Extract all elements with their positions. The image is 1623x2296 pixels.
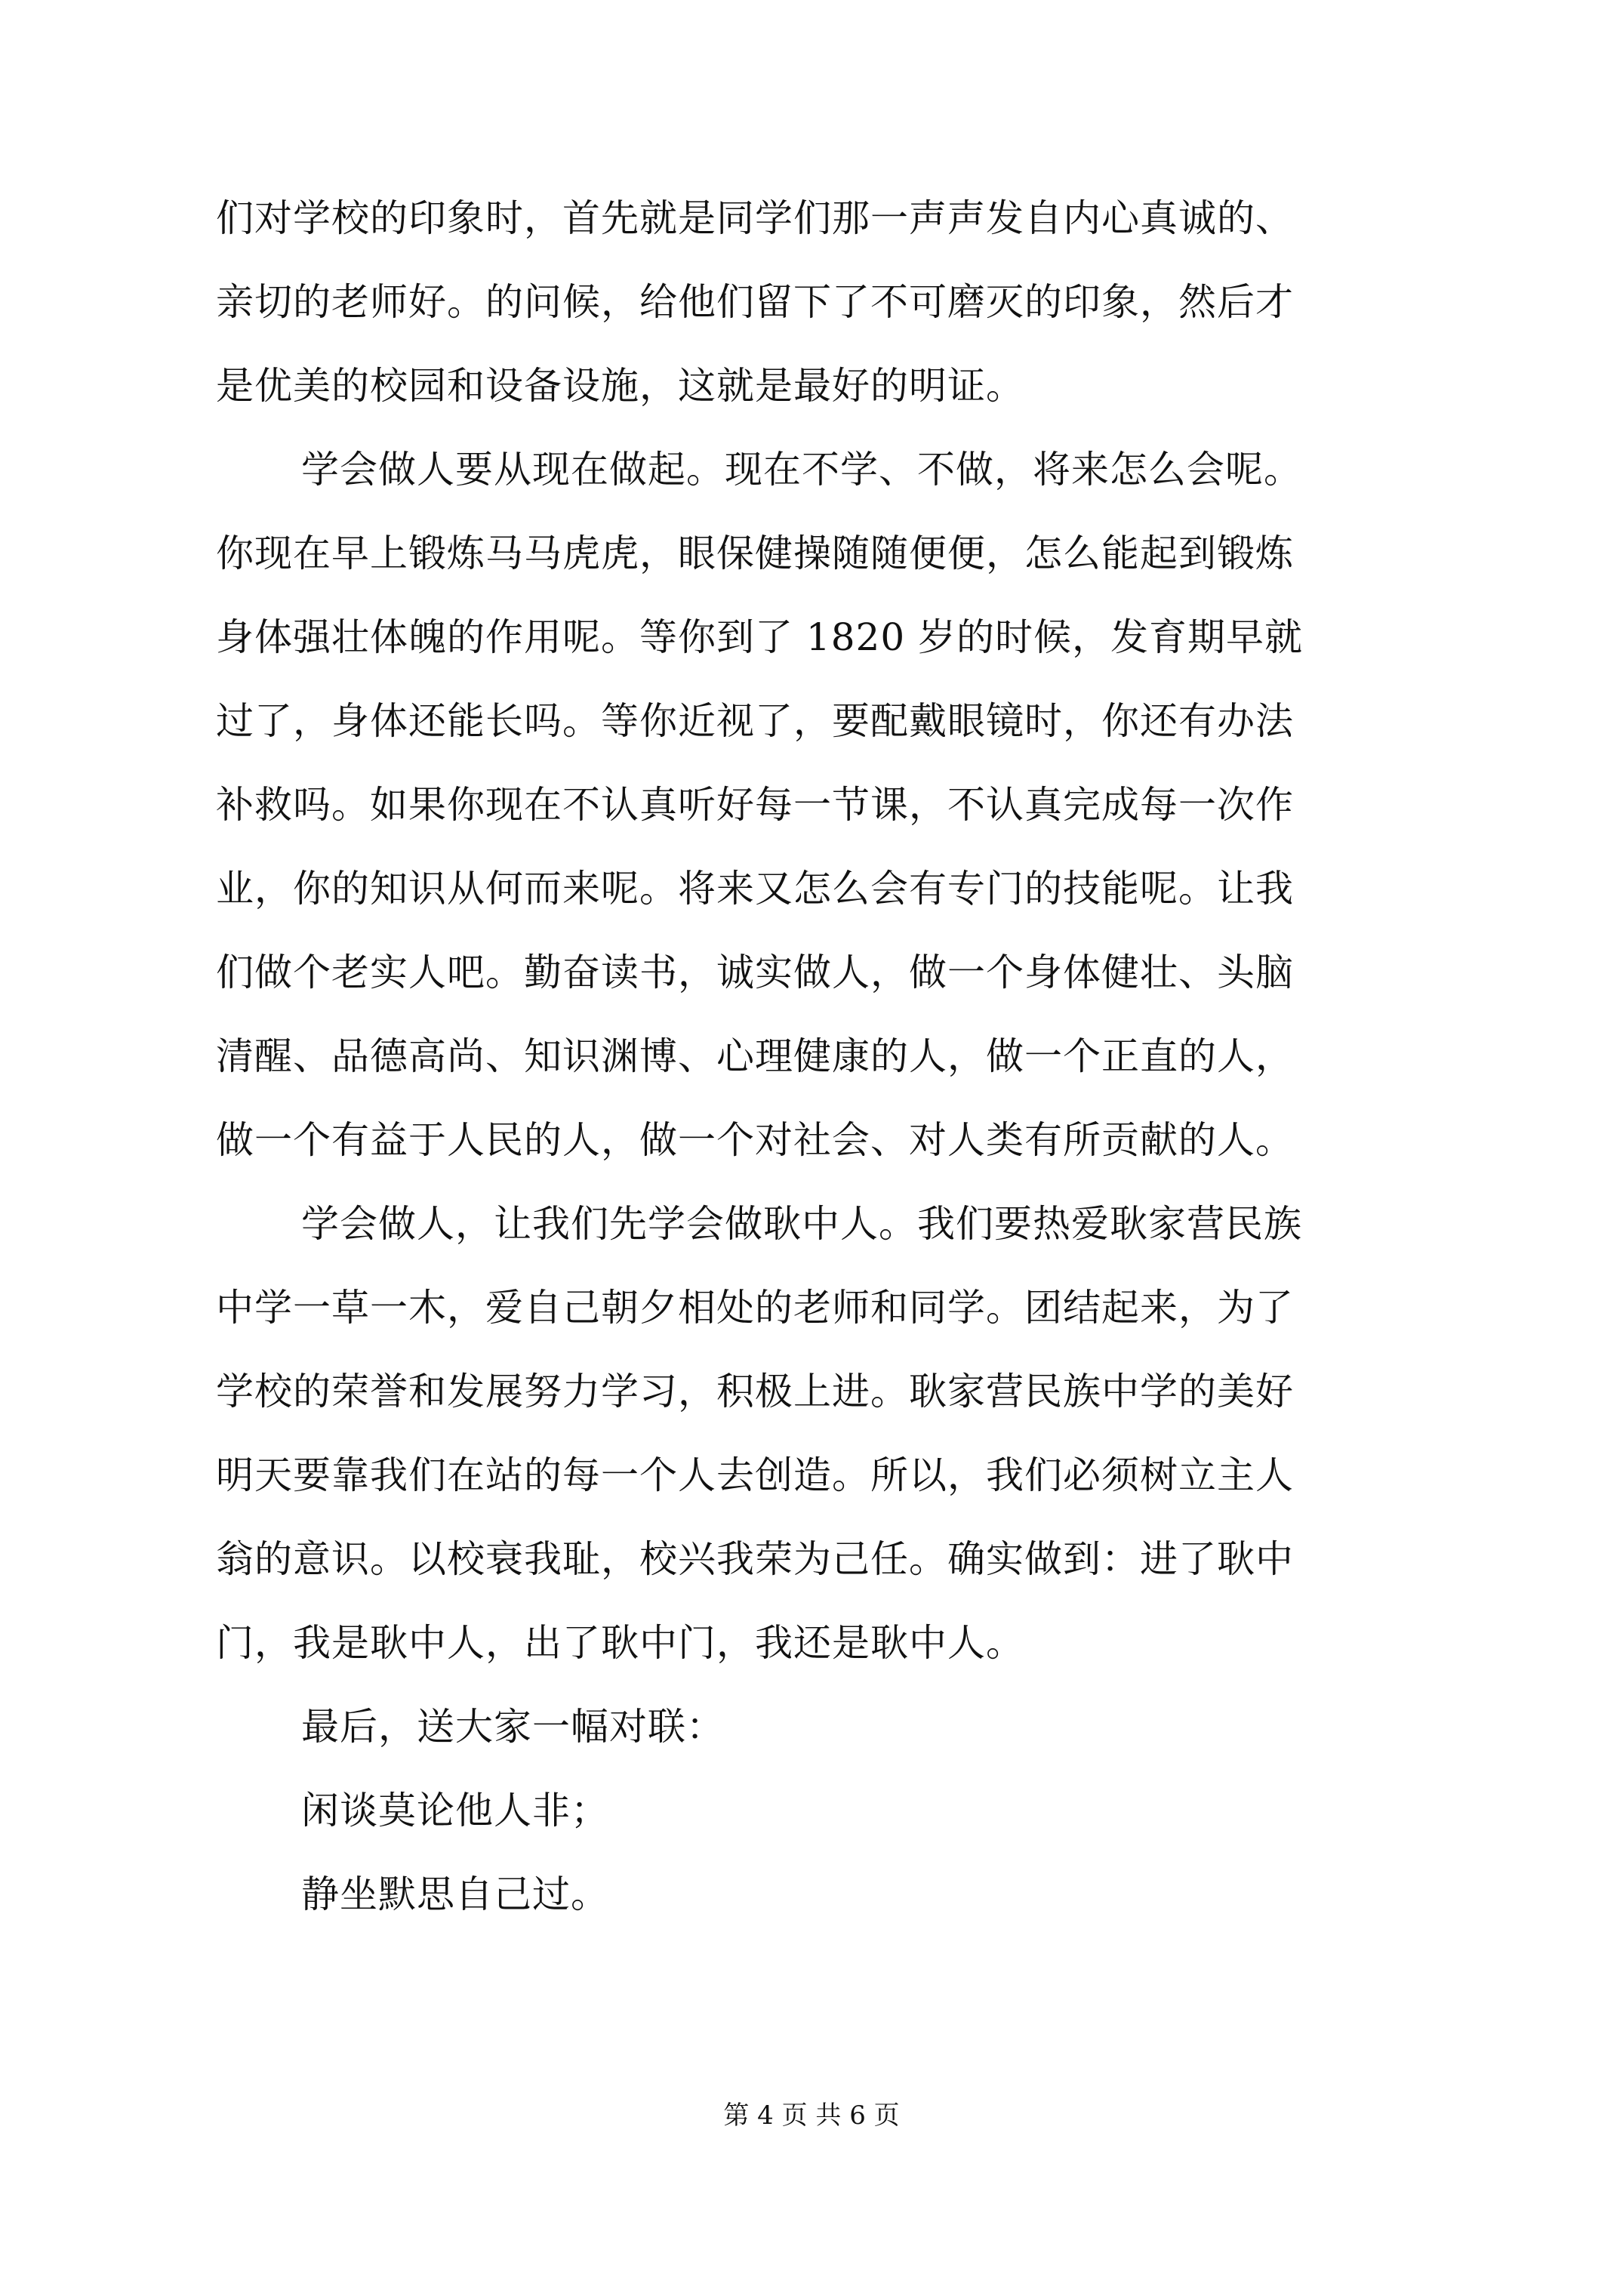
text-line: 明天要靠我们在站的每一个人去创造。所以，我们必须树立主人 [216, 1453, 1294, 1497]
text-line: 身体强壮体魄的作用呢。等你到了 1820 岁的时候，发育期早就 [216, 615, 1304, 659]
paragraph-first-line: 学会做人要从现在做起。现在不学、不做，将来怎么会呢。 [301, 448, 1302, 492]
text-line: 你现在早上锻炼马马虎虎，眼保健操随随便便，怎么能起到锻炼 [216, 532, 1294, 575]
paragraph-first-line: 最后，送大家一幅对联： [301, 1705, 725, 1749]
text-line: 中学一草一木，爱自己朝夕相处的老师和同学。团结起来，为了 [216, 1286, 1294, 1330]
document-body [216, 177, 1424, 1937]
text-line: 业，你的知识从何而来呢。将来又怎么会有专门的技能呢。让我 [216, 867, 1294, 911]
text-line: 们做个老实人吧。勤奋读书，诚实做人，做一个身体健壮、头脑 [216, 951, 1294, 994]
text-line: 学校的荣誉和发展努力学习，积极上进。耿家营民族中学的美好 [216, 1370, 1294, 1413]
couplet-line: 闲谈莫论他人非； [301, 1789, 609, 1832]
text-line: 亲切的老师好。的问候，给他们留下了不可磨灭的印象，然后才 [216, 280, 1294, 324]
text-line: 是优美的校园和设备设施，这就是最好的明证。 [216, 364, 1024, 408]
text-line: 们对学校的印象时，首先就是同学们那一声声发自内心真诚的、 [216, 196, 1294, 240]
text-line: 做一个有益于人民的人，做一个对社会、对人类有所贡献的人。 [216, 1118, 1294, 1162]
paragraph-first-line: 学会做人，让我们先学会做耿中人。我们要热爱耿家营民族 [301, 1202, 1302, 1246]
text-line: 清醒、品德高尚、知识渊博、心理健康的人，做一个正直的人， [216, 1034, 1294, 1078]
text-line: 门，我是耿中人，出了耿中门，我还是耿中人。 [216, 1621, 1024, 1665]
page-number-footer: 第 4 页 共 6 页 [723, 2100, 900, 2131]
text-line: 过了，身体还能长吗。等你近视了，要配戴眼镜时，你还有办法 [216, 699, 1294, 743]
text-line: 翁的意识。以校衰我耻，校兴我荣为己任。确实做到：进了耿中 [216, 1537, 1294, 1581]
text-line: 补救吗。如果你现在不认真听好每一节课，不认真完成每一次作 [216, 783, 1294, 827]
couplet-line: 静坐默思自己过。 [301, 1872, 609, 1916]
